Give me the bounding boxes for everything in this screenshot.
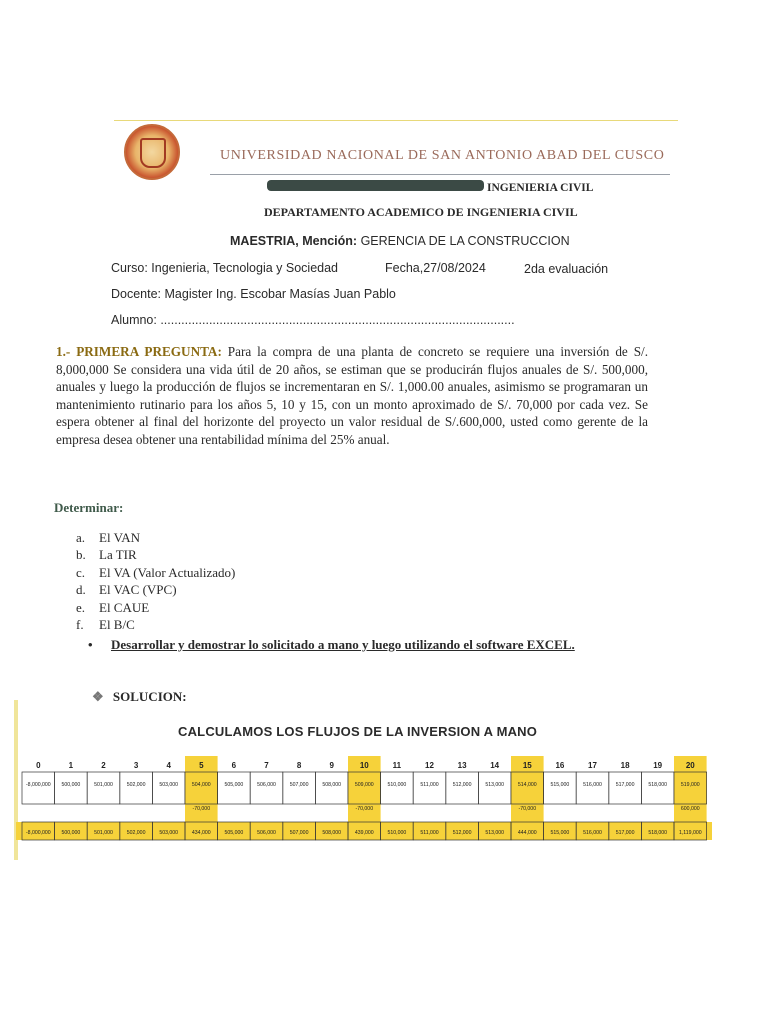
instruction-bullet: [88, 636, 648, 654]
bullet-icon: •: [88, 637, 93, 652]
table-cell-border: [576, 772, 609, 804]
year-header: 5: [199, 761, 204, 770]
course-line: Curso: Ingenieria, Tecnologia y Sociedad: [111, 261, 338, 275]
faculty-name: INGENIERIA CIVIL: [487, 182, 594, 194]
question-text: Para la compra de una planta de concreto se requiere una inversión de S/. 8,000,000 Se considera una vida útil de 20 años, se estiman que se producirán flujos anuales de S/. 500,000, anuales y luego la producción de flujos se incrementaran en S/. 1,000.00 anuales, asimismo se programaran un mantenimiento rutinario para los años 5, 10 y 15, con un monto aproximado de S/. 70,000 por cada vez. Se espera obtener al final del horizonte del proyecto un valor residual de S/.600,000, usted como gerente de la empresa desea obtener una rentabilidad mínima del 25% anual.: [56, 344, 649, 447]
net-value: 511,000: [420, 830, 439, 836]
university-name: UNIVERSIDAD NACIONAL DE SAN ANTONIO ABAD DEL CUSCO: [220, 148, 665, 163]
list-item: c. El VA (Valor Actualizado): [76, 564, 236, 580]
table-cell-border: [283, 772, 316, 804]
net-value: 505,000: [224, 830, 244, 836]
net-value: 439,000: [354, 830, 374, 836]
table-cell-border: [446, 772, 479, 804]
cash-flow-table: [16, 752, 712, 844]
flow-value: 503,000: [159, 782, 179, 788]
flow-value: 510,000: [387, 782, 407, 788]
flow-value: 500,000: [61, 782, 81, 788]
university-seal-icon: [124, 124, 180, 180]
flow-value: 505,000: [224, 782, 244, 788]
flow-value: 513,000: [485, 782, 505, 788]
list-item: a. El VAN: [76, 530, 141, 545]
adjustment-value: 600,000: [680, 806, 700, 812]
year-header: 7: [264, 761, 269, 770]
year-header: 1: [68, 761, 74, 770]
net-value: 518,000: [648, 830, 668, 836]
net-value: 513,000: [485, 830, 505, 836]
flow-value: 516,000: [583, 782, 602, 788]
net-value: 515,000: [550, 830, 570, 836]
determinar-list: [76, 529, 235, 633]
year-header: 19: [653, 761, 663, 770]
table-cell-border: [250, 772, 283, 804]
year-header: 8: [296, 761, 302, 770]
table-cell-border: [609, 772, 642, 804]
adjustment-value: -70,000: [518, 806, 537, 812]
year-header: 18: [620, 761, 630, 770]
flow-value: 501,000: [94, 782, 113, 788]
solucion-label: SOLUCION:: [112, 689, 187, 704]
list-item: e. El CAUE: [76, 599, 150, 615]
year-header: 20: [685, 761, 695, 770]
year-header: 4: [166, 761, 171, 770]
question-lead: 1.- PRIMERA PREGUNTA:: [56, 344, 222, 359]
flow-value: 504,000: [191, 782, 211, 788]
student-line: Alumno: ......................................................................................................: [111, 313, 515, 327]
net-value: 516,000: [583, 830, 602, 836]
table-cell-border: [641, 772, 674, 804]
adjustment-value: -70,000: [355, 806, 374, 812]
redaction-bar: [267, 180, 484, 191]
year-header: 11: [392, 761, 402, 770]
flow-value: 517,000: [615, 782, 635, 788]
net-value: 508,000: [322, 830, 342, 836]
year-header: 9: [329, 761, 334, 770]
flow-value: 515,000: [550, 782, 570, 788]
table-cell-border: [120, 772, 153, 804]
table-cell-border: [87, 772, 120, 804]
net-value: 1,119,000: [678, 830, 702, 836]
determinar-title: Determinar:: [54, 500, 124, 515]
net-value: -8,000,000: [25, 830, 51, 836]
net-value: 502,000: [126, 830, 146, 836]
teacher-line: Docente: Magister Ing. Escobar Masías Juan Pablo: [111, 287, 396, 301]
department-name: DEPARTAMENTO ACADEMICO DE INGENIERIA CIVIL: [264, 205, 578, 219]
net-value: 507,000: [289, 830, 309, 836]
net-value: 510,000: [387, 830, 407, 836]
header-rule: [210, 174, 670, 175]
evaluation-label: 2da evaluación: [524, 262, 609, 276]
year-header: 15: [522, 761, 532, 770]
year-header: 13: [457, 761, 467, 770]
net-value: 500,000: [61, 830, 81, 836]
date-line: Fecha,27/08/2024: [385, 261, 486, 275]
flow-value: 519,000: [680, 782, 700, 788]
year-header: 16: [555, 761, 565, 770]
year-header: 17: [588, 761, 597, 770]
table-cell-border: [22, 772, 55, 804]
flow-value: 509,000: [354, 782, 374, 788]
list-item: b. La TIR: [76, 547, 137, 563]
table-title: CALCULAMOS LOS FLUJOS DE LA INVERSION A MANO: [178, 724, 538, 739]
net-value: 506,000: [257, 830, 276, 836]
flow-value: 518,000: [648, 782, 668, 788]
top-rule: [114, 120, 678, 121]
maestria-prefix: MAESTRIA, Mención:: [230, 234, 358, 248]
table-cell-border: [55, 772, 88, 804]
flow-value: 508,000: [322, 782, 342, 788]
question-1: [56, 343, 648, 449]
adjustment-value: -70,000: [192, 806, 211, 812]
year-header: 3: [133, 761, 139, 770]
diamond-icon: ❖: [92, 689, 104, 704]
year-header: 10: [359, 761, 369, 770]
table-cell-border: [218, 772, 251, 804]
year-header: 6: [231, 761, 237, 770]
net-value: 434,000: [191, 830, 211, 836]
net-value: 501,000: [94, 830, 113, 836]
maestria-name: GERENCIA DE LA CONSTRUCCION: [360, 234, 570, 248]
table-cell-border: [544, 772, 577, 804]
year-header: 2: [101, 761, 106, 770]
table-cell-border: [152, 772, 185, 804]
flow-value: 502,000: [126, 782, 146, 788]
list-item: d. El VAC (VPC): [76, 582, 177, 598]
instruction-text: Desarrollar y demostrar lo solicitado a mano y luego utilizando el software EXCEL.: [111, 637, 575, 652]
net-value: 517,000: [615, 830, 635, 836]
table-cell-border: [381, 772, 414, 804]
year-header: 12: [425, 761, 434, 770]
net-value: 503,000: [159, 830, 179, 836]
solucion-heading: [92, 689, 187, 705]
flow-value: 514,000: [517, 782, 537, 788]
flow-value: 506,000: [257, 782, 276, 788]
net-value: 444,000: [517, 830, 537, 836]
flow-value: 507,000: [289, 782, 309, 788]
year-header: 0: [36, 761, 41, 770]
table-cell-border: [315, 772, 348, 804]
year-header: 14: [490, 761, 500, 770]
net-value: 512,000: [452, 830, 472, 836]
maestria-line: [230, 234, 570, 248]
table-cell-border: [478, 772, 511, 804]
flow-value: 511,000: [420, 782, 439, 788]
list-item: f. El B/C: [76, 617, 135, 633]
table-cell-border: [413, 772, 446, 804]
flow-value: 512,000: [452, 782, 472, 788]
flow-value: -8,000,000: [25, 782, 51, 788]
